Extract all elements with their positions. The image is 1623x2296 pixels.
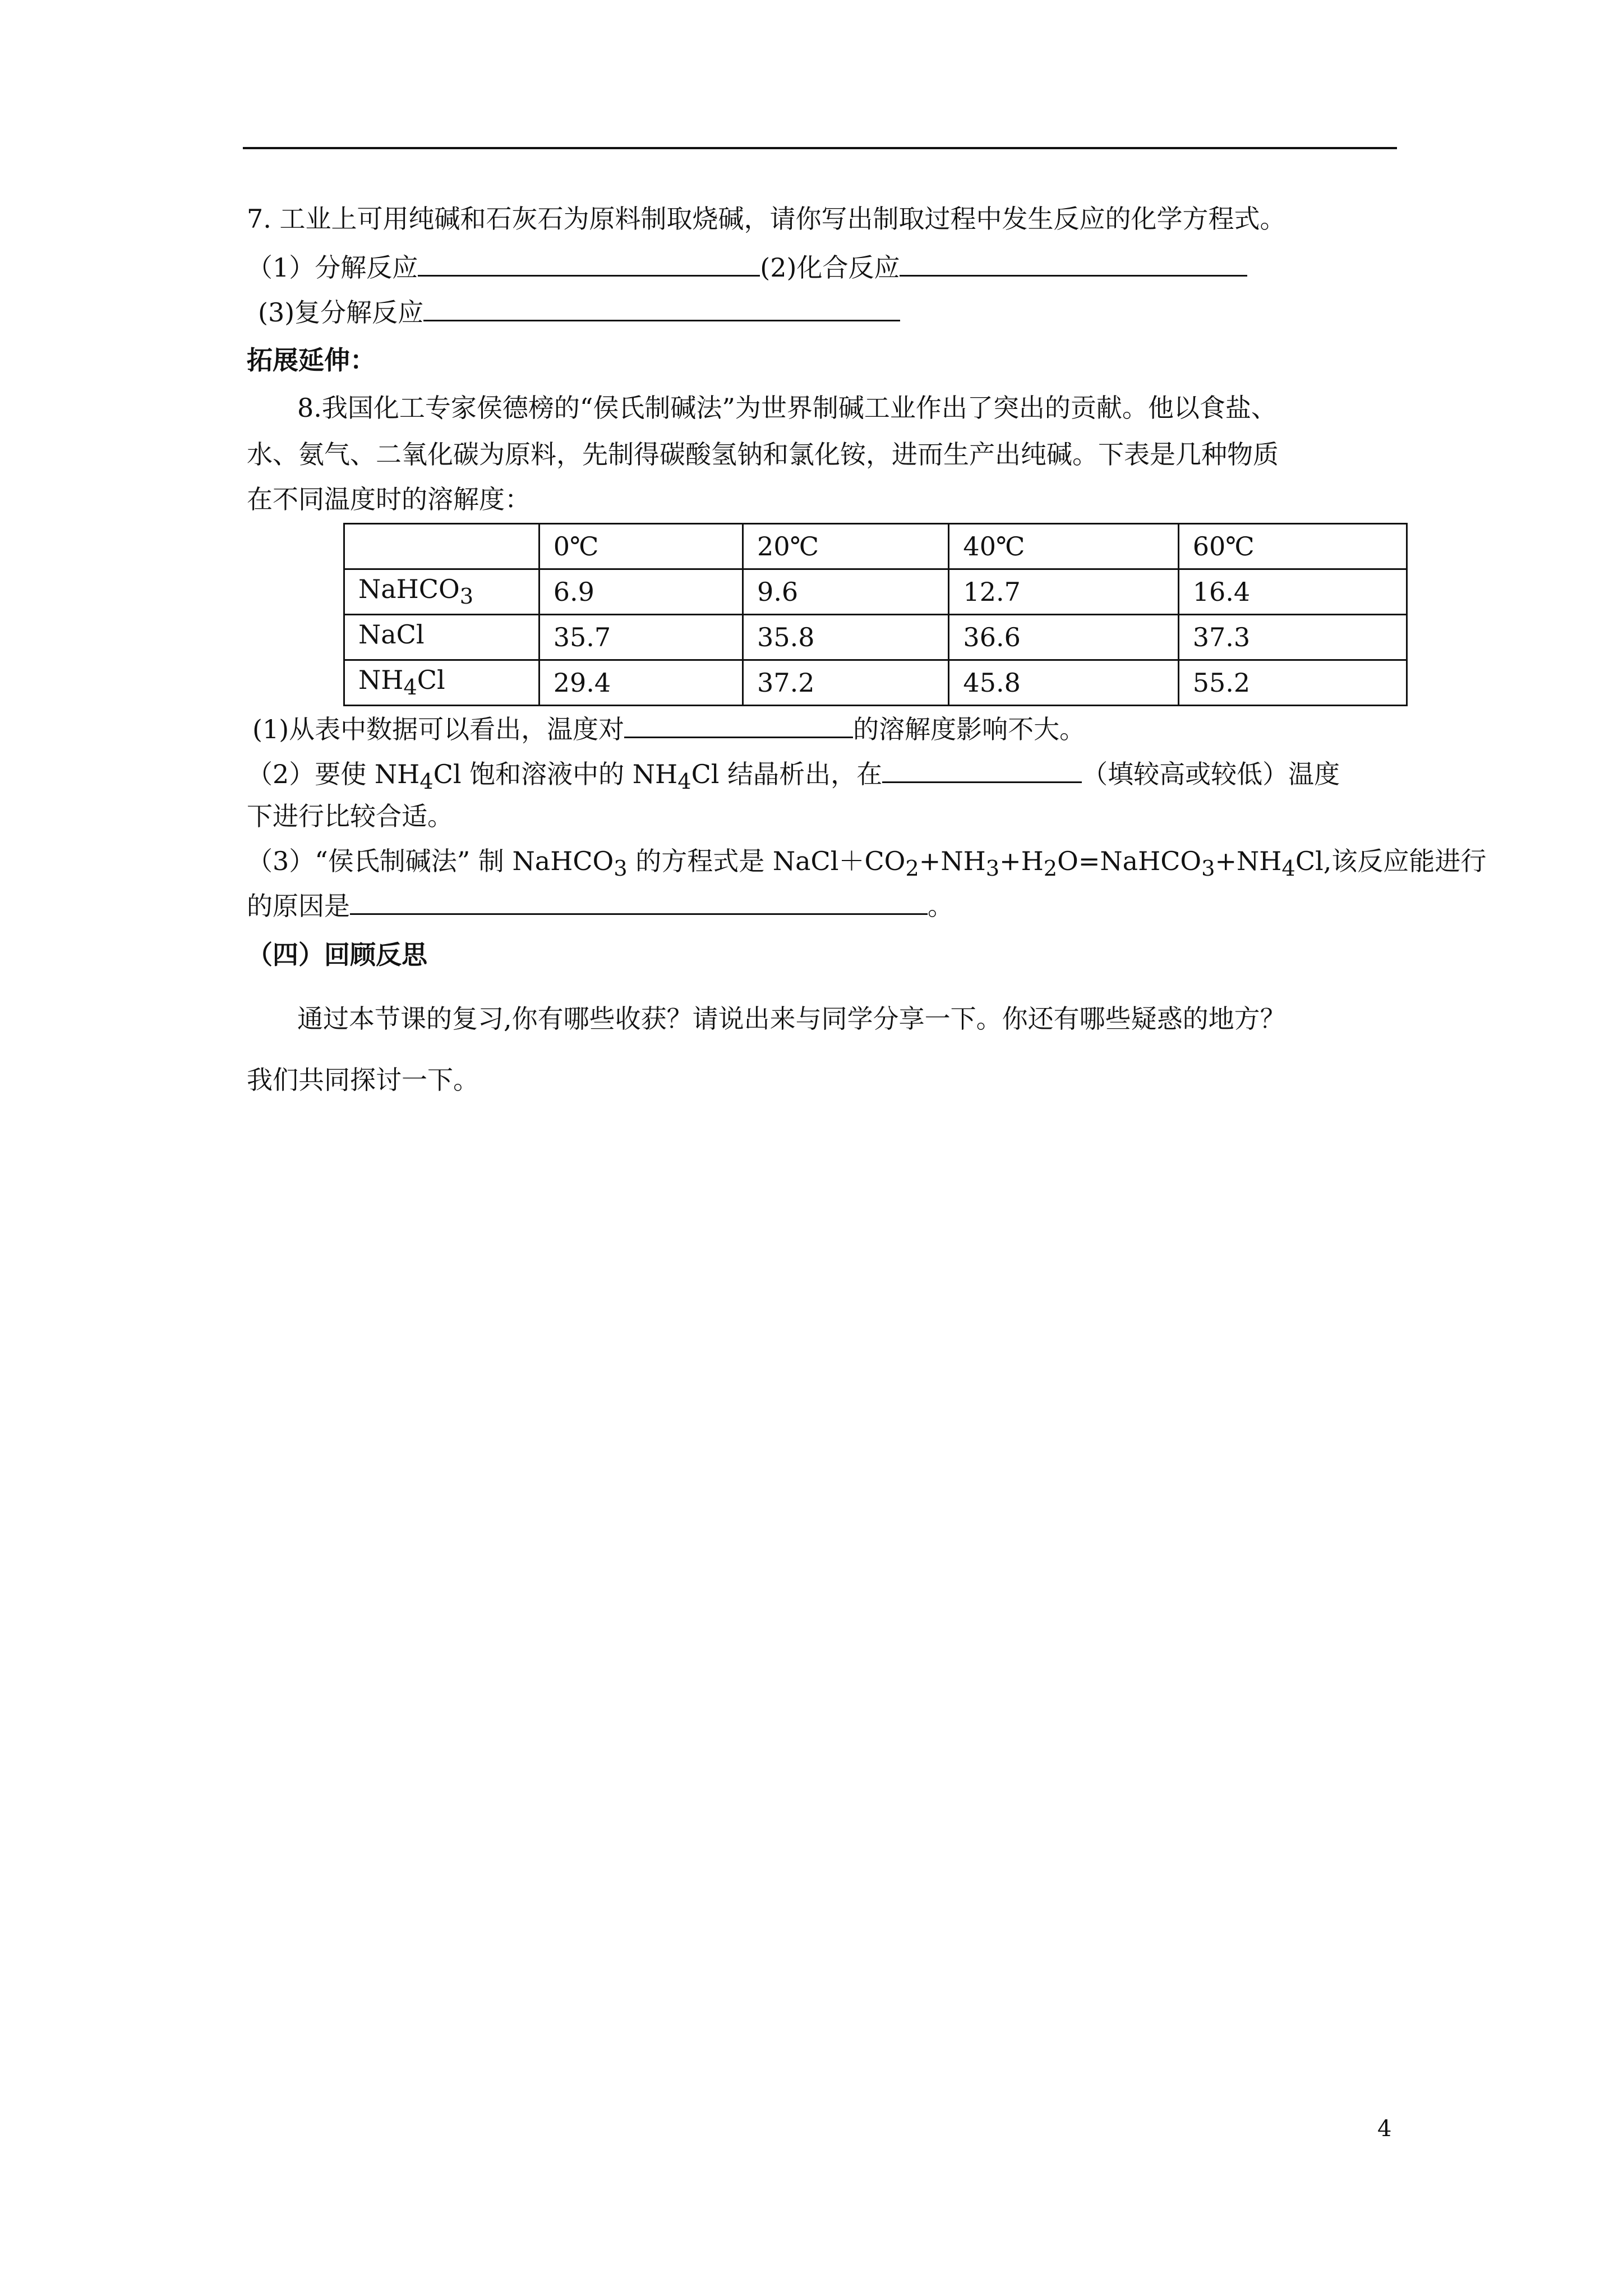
table-header-cell: 40℃: [949, 524, 1178, 569]
formula-subscript: 4: [1281, 856, 1295, 882]
formula-text: NaHCO: [358, 574, 460, 605]
q8-sub3-text: 的方程式是 NaCl＋CO: [627, 846, 906, 876]
table-cell: 29.4: [539, 660, 743, 706]
q8-sub3-text: （3）“侯氏制碱法” 制 NaHCO: [247, 846, 614, 876]
q7-part2-label: (2)化合反应: [760, 252, 900, 283]
table-cell: 16.4: [1178, 569, 1407, 615]
q8-sub3-text: Cl,该反应能进行: [1295, 846, 1487, 876]
q8-sub2: [247, 757, 1340, 799]
formula-subscript: 3: [1201, 856, 1215, 882]
q8-stem-line3: 在不同温度时的溶解度：: [247, 484, 531, 514]
q7-part1-blank[interactable]: [418, 251, 760, 277]
table-header-cell: 60℃: [1178, 524, 1407, 569]
q8-sub2-blank[interactable]: [882, 758, 1082, 783]
q7-stem: 7. 工业上可用纯碱和石灰石为原料制取烧碱，请你写出制取过程中发生反应的化学方程式。: [247, 204, 1286, 234]
formula-text: NaCl: [358, 619, 425, 650]
table-header-cell: 0℃: [539, 524, 743, 569]
formula-subscript: 3: [614, 856, 628, 882]
section-review-heading: （四）回顾反思: [247, 940, 427, 970]
formula-subscript: 4: [677, 769, 691, 795]
table-cell: 45.8: [949, 660, 1178, 706]
q8-sub2-text-end: （填较高或较低）温度: [1082, 759, 1340, 789]
q8-sub1-text: (1)从表中数据可以看出，温度对: [252, 714, 625, 744]
q7-part1: [247, 251, 1247, 284]
q8-stem-line2: 水、氨气、二氧化碳为原料，先制得碳酸氢钠和氯化铵，进而生产出纯碱。下表是几种物质: [247, 439, 1279, 470]
formula-subscript: 4: [419, 769, 434, 795]
table-cell: 55.2: [1178, 660, 1407, 706]
q8-sub3-line2: [247, 889, 953, 923]
q8-sub2-text: Cl 结晶析出，在: [691, 759, 883, 789]
substance-name: [344, 615, 540, 660]
q7-part3: [258, 296, 900, 329]
table-cell: 35.8: [743, 615, 949, 660]
table-cell: 37.2: [743, 660, 949, 706]
table-header-row: [344, 524, 1407, 569]
q8-sub3: [247, 844, 1486, 886]
solubility-table: [343, 523, 1408, 706]
review-line2: 我们共同探讨一下。: [247, 1065, 479, 1095]
q7-part3-label: (3)复分解反应: [258, 297, 424, 328]
page-number: 4: [1377, 2116, 1392, 2142]
table-row: [344, 615, 1407, 660]
q8-sub2-text: Cl 饱和溶液中的 NH: [433, 759, 678, 789]
q8-sub3-blank[interactable]: [350, 890, 928, 915]
q8-sub1-text-end: 的溶解度影响不大。: [853, 714, 1086, 744]
table-cell: 36.6: [949, 615, 1178, 660]
formula-subscript: 3: [985, 856, 1000, 882]
table-row: [344, 569, 1407, 615]
q7-part2-blank[interactable]: [900, 251, 1247, 277]
q8-sub3-text: 的原因是: [247, 891, 350, 921]
q8-sub3-text-end: 。: [928, 891, 953, 921]
table-header-cell: 20℃: [743, 524, 949, 569]
q8-sub3-text: O=NaHCO: [1057, 846, 1202, 876]
substance-name: [344, 569, 540, 615]
formula-subscript: 2: [905, 856, 919, 882]
formula-text: Cl: [417, 665, 445, 696]
q8-sub2-line2: 下进行比较合适。: [247, 801, 453, 831]
table-header-cell: [344, 524, 540, 569]
formula-subscript: 3: [459, 584, 474, 610]
q7-part3-blank[interactable]: [423, 296, 900, 321]
table-cell: 37.3: [1178, 615, 1407, 660]
q8-sub3-text: +NH: [919, 846, 986, 876]
q7-part1-label: （1）分解反应: [247, 252, 418, 283]
q8-sub1: [252, 712, 1085, 746]
formula-subscript: 2: [1043, 856, 1058, 882]
review-line1: 通过本节课的复习,你有哪些收获？请说出来与同学分享一下。你还有哪些疑惑的地方？: [297, 1004, 1286, 1034]
q8-sub1-blank[interactable]: [624, 713, 853, 738]
q8-sub3-text: +NH: [1215, 846, 1282, 876]
q8-stem-line1: 8.我国化工专家侯德榜的“侯氏制碱法”为世界制碱工业作出了突出的贡献。他以食盐、: [297, 393, 1277, 423]
q8-sub3-text: +H: [999, 846, 1044, 876]
formula-text: NH: [358, 665, 404, 696]
substance-name: [344, 660, 540, 706]
table-cell: 6.9: [539, 569, 743, 615]
q8-sub2-text: （2）要使 NH: [247, 759, 420, 789]
header-rule: [243, 147, 1397, 149]
section-extend-heading: 拓展延伸：: [247, 345, 376, 375]
table-cell: 12.7: [949, 569, 1178, 615]
table-cell: 35.7: [539, 615, 743, 660]
table-row: [344, 660, 1407, 706]
formula-subscript: 4: [403, 675, 417, 701]
table-cell: 9.6: [743, 569, 949, 615]
